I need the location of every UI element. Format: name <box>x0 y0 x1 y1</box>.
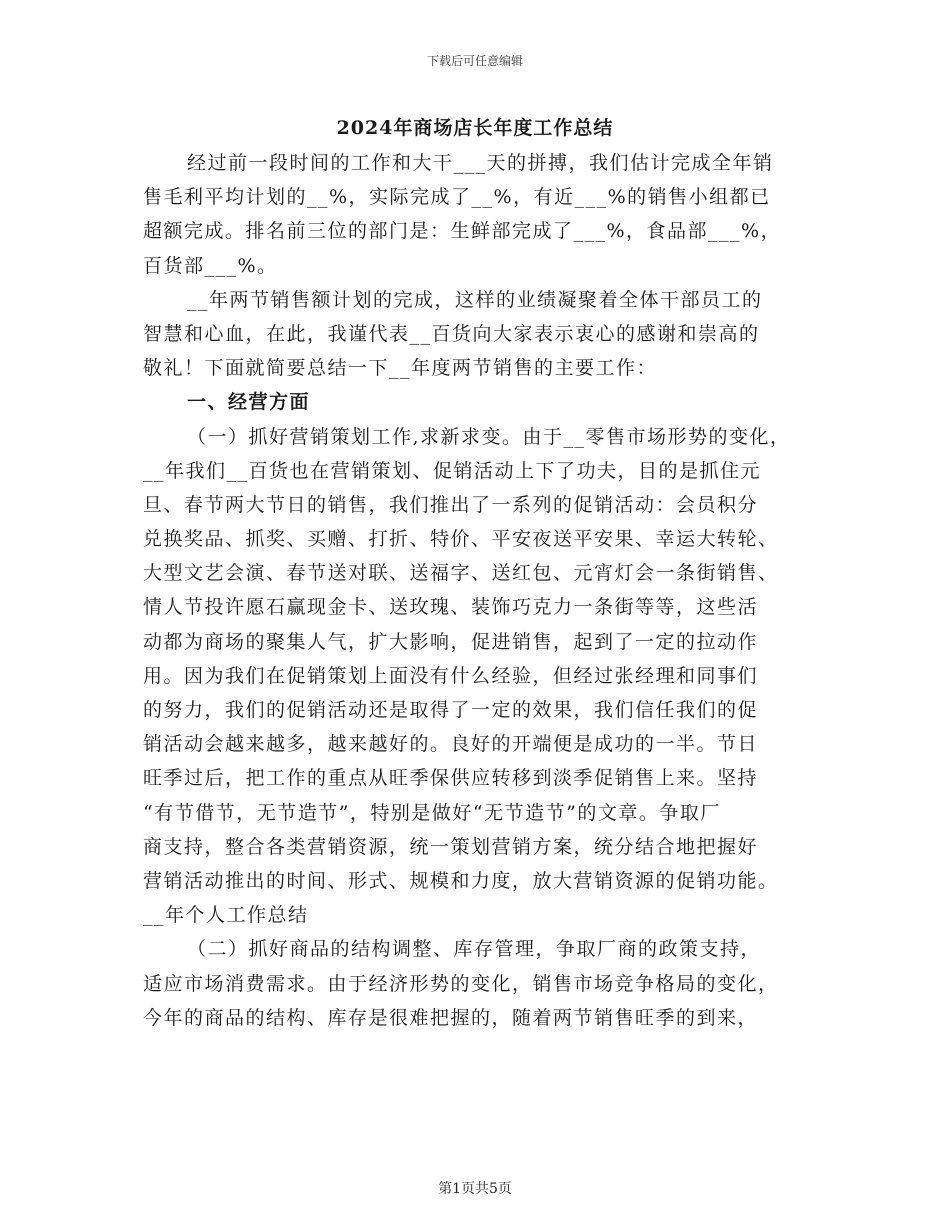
text-line: 动都为商场的聚集人气，扩大影响，促进销售，起到了一定的拉动作 <box>143 630 759 653</box>
text-line: 旺季过后，把工作的重点从旺季保供应转移到淡季促销售上来。坚持 <box>143 767 759 790</box>
paragraph-marketing <box>143 420 807 933</box>
text-line: 营销活动推出的时间、形式、规模和力度，放大营销资源的促销功能。 <box>143 869 779 892</box>
text-line: 大型文艺会演、春节送对联、送福字、送红包、元宵灯会一条街销售、 <box>143 562 779 585</box>
text-line: “有节借节，无节造节”，特别是做好“无节造节”的文章。争取厂 <box>143 801 721 824</box>
text-line: 一、经营方面 <box>187 391 311 414</box>
text-line: （一）抓好营销策划工作,求新求变。由于__零售市场形势的变化， <box>187 425 791 448</box>
text-line: 用。因为我们在促销策划上面没有什么经验，但经过张经理和同事们 <box>143 664 759 687</box>
paragraph-thanks <box>143 283 807 386</box>
text-line: 百货部___%。 <box>143 254 278 277</box>
text-line: 今年的商品的结构、库存是很难把握的，随着两节销售旺季的到来， <box>143 1006 759 1029</box>
section-heading <box>143 385 807 419</box>
text-line: __年个人工作总结 <box>143 904 309 927</box>
text-line: 智慧和心血，在此，我谨代表__百货向大家表示衷心的感谢和崇高的 <box>143 322 760 345</box>
text-line: 售毛利平均计划的__%，实际完成了__%，有近___%的销售小组都已 <box>143 186 771 209</box>
paragraph-intro <box>143 146 807 283</box>
text-line: 兑换奖品、抓奖、买赠、打折、特价、平安夜送平安果、幸运大转轮、 <box>143 528 779 551</box>
paragraph-inventory <box>143 932 807 1035</box>
text-line: 的努力，我们的促销活动还是取得了一定的效果，我们信任我们的促 <box>143 699 759 721</box>
text-line: 敬礼！下面就简要总结一下__年度两节销售的主要工作： <box>143 357 658 380</box>
text-line: 适应市场消费需求。由于经济形势的变化，销售市场竞争格局的变化， <box>143 972 779 995</box>
text-line: （二）抓好商品的结构调整、库存管理，争取厂商的政策支持， <box>187 938 762 961</box>
text-line: 旦、春节两大节日的销售，我们推出了一系列的促销活动：会员积分 <box>143 493 759 516</box>
text-line: 经过前一段时间的工作和大干___天的拼搏，我们估计完成全年销 <box>187 152 774 174</box>
text-line: 销活动会越来越多，越来越好的。良好的开端便是成功的一半。节日 <box>143 733 759 756</box>
document-title: 2024年商场店长年度工作总结 <box>336 117 614 139</box>
document-body <box>143 146 807 1035</box>
text-line: 超额完成。排名前三位的部门是：生鲜部完成了___%，食品部___%， <box>143 220 782 243</box>
header-note: 下载后可任意编辑 <box>426 54 523 68</box>
text-line: __年我们__百货也在营销策划、促销活动上下了功夫，目的是抓住元 <box>143 459 762 482</box>
text-line: 商支持，整合各类营销资源，统一策划营销方案，统分结合地把握好 <box>143 835 759 858</box>
text-line: __年两节销售额计划的完成，这样的业绩凝聚着全体干部员工的 <box>187 288 763 311</box>
page-number: 第1页共5页 <box>438 1181 512 1197</box>
text-line: 情人节投许愿石赢现金卡、送玫瑰、装饰巧克力一条街等等，这些活 <box>143 596 759 619</box>
